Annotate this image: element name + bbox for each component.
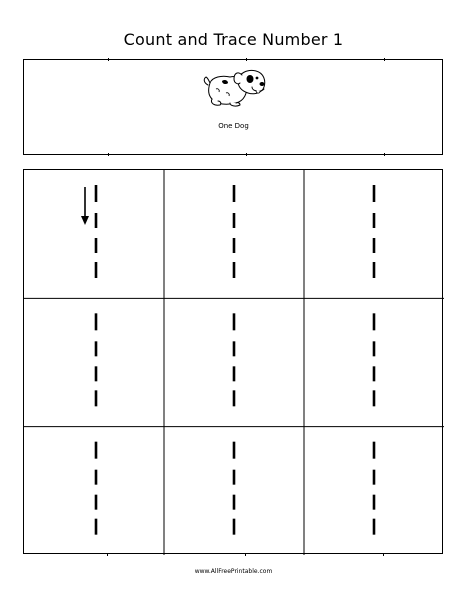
page-tick	[383, 553, 384, 556]
website-footer: www.AllFreePrintable.com	[194, 568, 273, 575]
box-tick	[108, 153, 109, 156]
dog-icon	[200, 63, 270, 109]
box-tick	[246, 153, 247, 156]
box-tick	[384, 58, 385, 61]
tracing-grid	[23, 169, 443, 554]
page-tick	[245, 553, 246, 556]
picture-caption: One Dog	[218, 122, 249, 130]
page-tick	[107, 553, 108, 556]
box-tick	[384, 153, 385, 156]
down-arrow-head	[81, 216, 89, 225]
box-tick	[108, 58, 109, 61]
box-tick	[246, 58, 247, 61]
tracing-grid-svg	[24, 170, 444, 555]
worksheet-title: Count and Trace Number 1	[123, 30, 344, 49]
